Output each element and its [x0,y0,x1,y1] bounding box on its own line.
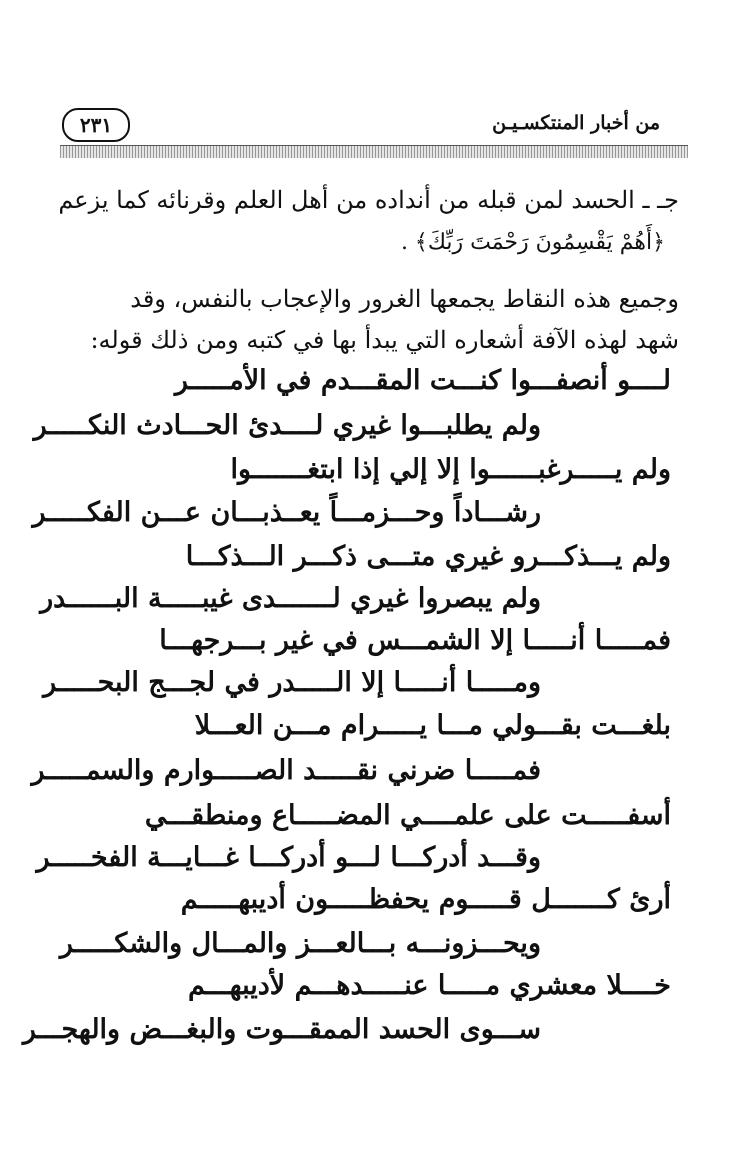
poem-verse: أرئ كـــــــل قـــــوم يحفظـــــون أديبهـــــم [180,884,671,915]
poem-verse: ويحـــزونـــه بـــالعـــز والمـــال والشكـــــر [59,928,541,959]
book-title: من أخبار المنتكسـيـن [492,112,660,134]
poem-verse: فمـــــا ضرني نقـــــد الصـــــوارم والسمـــــر [31,755,541,786]
poem-verse: ولم يـــــرغبــــــوا إلا إلي إذا ابتغـــــــوا [230,454,671,485]
paragraph-line: جـ ـ الحسد لمن قبله من أنداده من أهل العلم وقرنائه كما يزعم [58,186,679,214]
poem-verse: ســـوى الحسد الممقـــوت والبغـــض والهجـــر [22,1014,541,1045]
header-divider [60,145,688,158]
paragraph-line: وجميع هذه النقاط يجمعها الغرور والإعجاب بالنفس، وقد [130,285,679,313]
quran-verse: ﴿أَهُمْ يَقْسِمُونَ رَحْمَتَ رَبِّكَ﴾ . [400,230,665,255]
running-header [58,104,690,144]
paragraph-line: شهد لهذه الآفة أشعاره التي يبدأ بها في كتبه ومن ذلك قوله: [90,326,679,354]
poem-verse: لــــو أنصفـــوا كنـــت المقـــدم في الأمـــــر [174,365,671,396]
poem-verse: ومـــــا أنـــــا إلا الـــــدر في لجـــج البحـــــر [43,667,541,698]
poem-verse: رشـــاداً وحـــزمـــاً يعــذبـــان عـــن الفكـــــر [32,497,541,528]
poem-verse: بلغـــت بقـــولي مـــا يـــــرام مـــن العـــلا [194,710,671,741]
poem-verse: فمـــــا أنـــــا إلا الشمـــس في غير بـــرجهـــا [159,625,671,656]
poem-verse: ولم يـــذكـــرو غيري متـــى ذكـــر الـــذكـــا [185,541,671,572]
poem-verse: أسفـــــت على علمــــي المضـــــاع ومنطقـــي [144,800,671,831]
poem-verse: وقـــد أدركـــا لـــو أدركـــا غـــايـــة الفخـــــر [36,842,541,873]
poem-verse: ولم يبصروا غيري لـــــــدى غيبـــــة البــــــدر [40,583,541,614]
poem-verse: خــــلا معشري مـــــا عنـــــدهـــم لأديبهـــم [187,970,671,1001]
poem-verse: ولم يطلبـــوا غيري لــــدئ الحـــادث النكـــــر [33,410,541,441]
page-number: ٢٣١ [62,108,130,142]
